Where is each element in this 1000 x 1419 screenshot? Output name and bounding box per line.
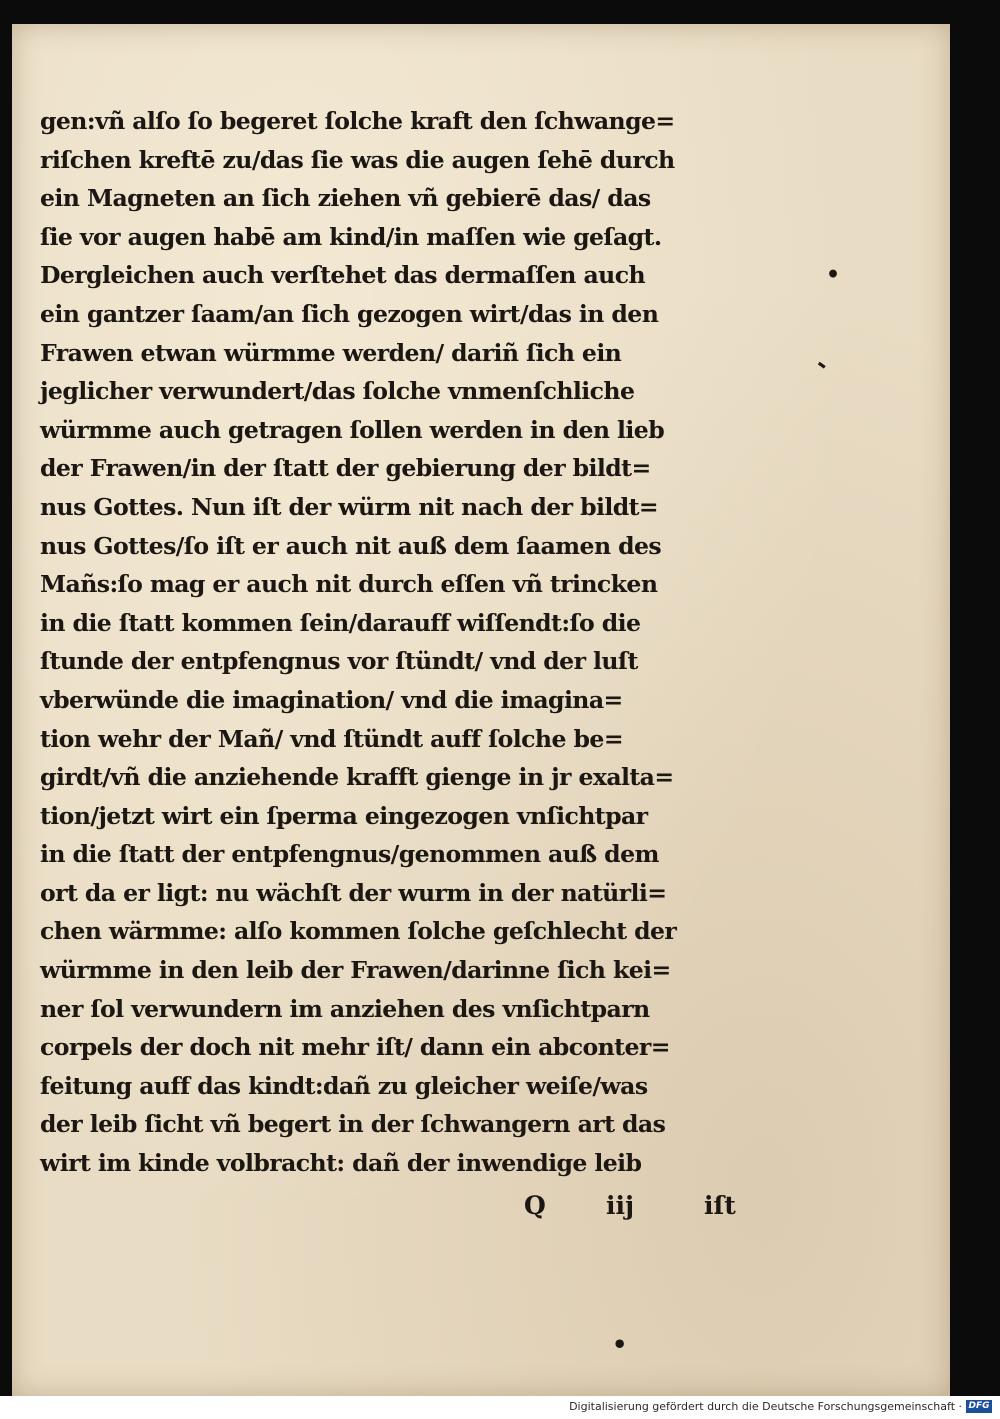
text-line: Frawen etwan würmme werden/ dariñ ſich ein — [40, 338, 622, 367]
text-line: nus Gottes. Nun iſt der würm nit nach der bildt= — [40, 492, 659, 521]
text-line: ſtunde der entpfengnus vor ſtündt/ vnd der luſt — [40, 647, 638, 676]
text-line: in die ſtatt kommen ſein/darauff wiſſendt:ſo die — [40, 608, 641, 637]
text-line: würmme in den leib der Frawen/darinne ſich kei= — [40, 956, 671, 985]
dfg-logo-icon: DFG — [966, 1400, 992, 1413]
margin-dot-mark: • — [826, 262, 841, 288]
text-line: tion wehr der Mañ/ vnd ſtündt auff ſolche be= — [40, 724, 623, 753]
text-line: Mañs:ſo mag er auch nit durch eſſen vñ trincken — [40, 570, 658, 599]
text-line: chen wärmme: alſo kommen ſolche geſchlecht der — [40, 917, 677, 946]
text-line: jeglicher verwundert/das ſolche vnmenſchliche — [40, 377, 635, 406]
text-line: wirt im kinde volbracht: dañ der inwendige leib — [40, 1149, 642, 1178]
body-text — [40, 102, 748, 1183]
text-line: corpels der doch nit mehr iſt/ dann ein abconter= — [40, 1033, 670, 1062]
catchword: iſt — [704, 1191, 736, 1220]
footer-bar — [0, 1396, 1000, 1419]
text-line: der Frawen/in der ſtatt der gebierung der bildt= — [40, 454, 651, 483]
text-line: girdt/vñ die anziehende krafft gienge in jr exalta= — [40, 763, 674, 792]
text-line: würmme auch getragen ſollen werden in den lieb — [40, 415, 665, 444]
signature-mark: Q — [524, 1191, 546, 1220]
margin-stroke-mark: - — [810, 348, 836, 379]
text-line: der leib ſicht vñ begert in der ſchwangern art das — [40, 1110, 666, 1139]
bottom-dot-mark: • — [612, 1330, 628, 1359]
book-page — [12, 24, 950, 1396]
text-line: vberwünde die imagination/ vnd die imagina= — [40, 685, 623, 714]
text-line: gen:vñ alſo ſo begeret ſolche kraft den ſchwange= — [40, 107, 675, 135]
text-line: ſie vor augen habē am kind/in maſſen wie geſagt. — [40, 222, 662, 251]
text-line: feitung auff das kindt:dañ zu gleicher weiſe/was — [40, 1071, 648, 1100]
text-line: ner ſol verwundern im anziehen des vnſichtparn — [40, 994, 650, 1023]
text-line: tion/jetzt wirt ein ſperma eingezogen vnſichtpar — [40, 801, 648, 830]
text-line: in die ſtatt der entpfengnus/genommen auß dem — [40, 840, 659, 869]
text-line: Dergleichen auch verſtehet das dermaſſen auch — [40, 261, 646, 290]
funding-credit: Digitalisierung gefördert durch die Deutsche Forschungsgemeinschaft · — [569, 1400, 962, 1413]
text-line: ort da er ligt: nu wächſt der wurm in der natürli= — [40, 878, 667, 907]
text-line: riſchen kreftē zu/das ſie was die augen ſehē durch — [40, 145, 675, 174]
text-line: ein gantzer ſaam/an ſich gezogen wirt/das in den — [40, 299, 659, 328]
folio-number: iij — [606, 1191, 635, 1220]
text-line: nus Gottes/ſo iſt er auch nit auß dem ſaamen des — [40, 531, 662, 560]
text-line: ein Magneten an ſich ziehen vñ gebierē das/ das — [40, 184, 651, 213]
